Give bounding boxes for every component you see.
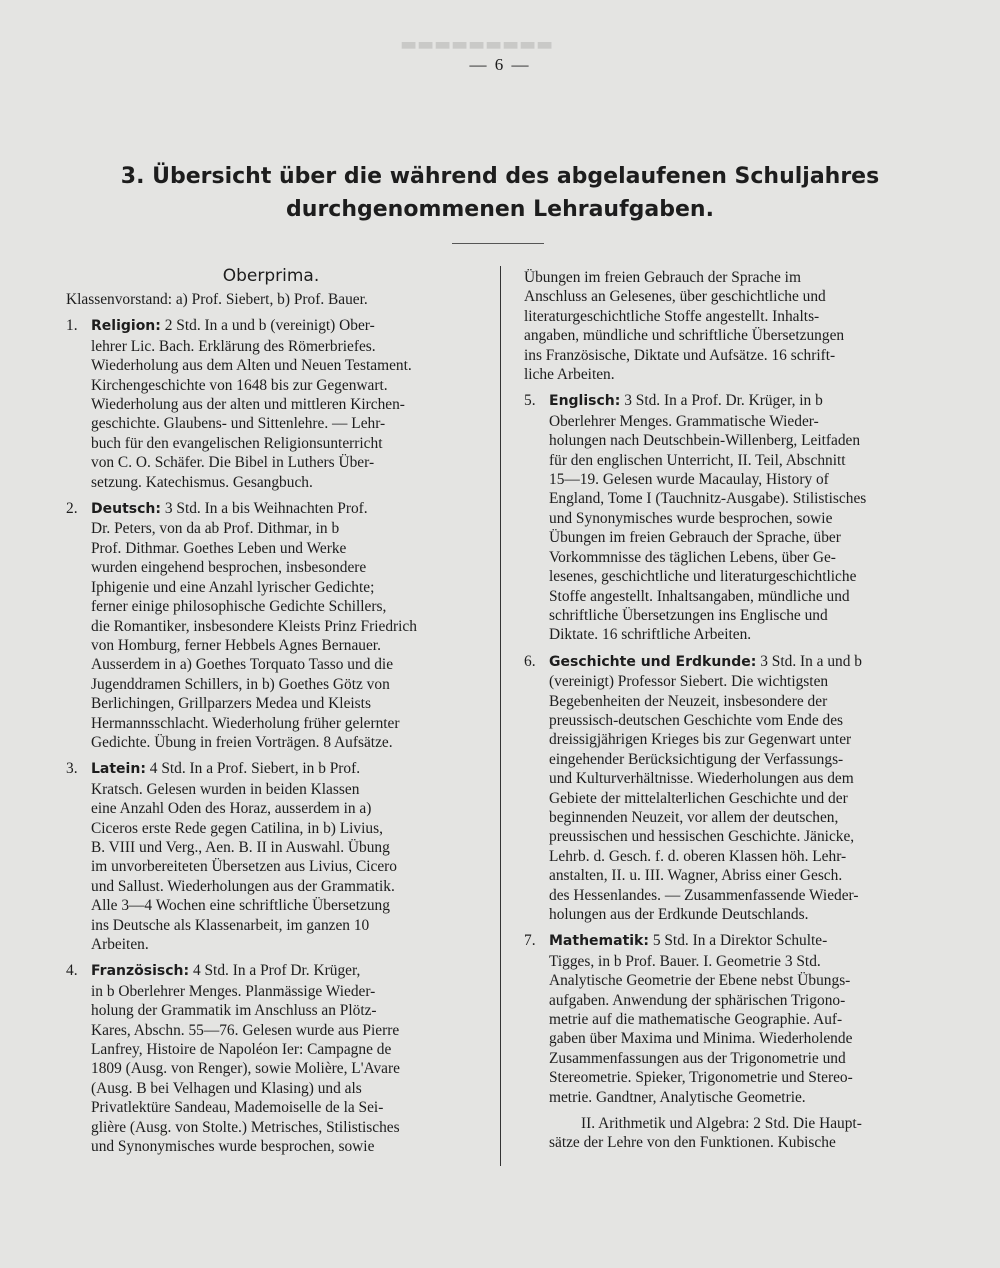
subject-label: Deutsch: <box>91 501 161 518</box>
column-divider <box>500 266 501 1166</box>
entry-line: liche Arbeiten. <box>524 366 615 384</box>
subject-entry-franzoesisch <box>66 961 476 1156</box>
entry-line: Englisch: 3 Std. In a Prof. Dr. Krüger, in b <box>549 392 823 410</box>
subject-label: Geschichte und Erdkunde: <box>549 653 757 670</box>
entry-number: 1. <box>66 317 78 335</box>
entry-line: Stereometrie. Spieker, Trigonometrie und Stereo- <box>549 1069 853 1087</box>
entry-number: 2. <box>66 500 78 518</box>
entry-line: holungen aus der Erdkunde Deutschlands. <box>549 906 809 923</box>
entry-line: anstalten, II. u. III. Wagner, Abriss einer Gesch. <box>549 867 843 885</box>
entry-line: Kares, Abschn. 55—76. Gelesen wurde aus Pierre <box>91 1021 400 1039</box>
entry-line: Diktate. 16 schriftliche Arbeiten. <box>549 626 752 644</box>
left-column <box>66 264 476 1156</box>
entry-line: preussischen und hessischen Geschichte. Jänicke, <box>549 828 855 846</box>
entry-line: und Synonymisches wurde besprochen, sowie <box>549 509 833 527</box>
entry-line: Übungen im freien Gebrauch der Sprache, über <box>549 529 841 547</box>
subject-label: Religion: <box>91 318 161 335</box>
entry-line: preussisch-deutschen Geschichte vom Ende des <box>549 711 844 729</box>
subject-entry-latein <box>66 759 476 954</box>
entry-line: Gedichte. Übung in freien Vorträgen. 8 Aufsätze. <box>91 733 393 751</box>
entry-line: eine Anzahl Oden des Horaz, ausserdem in a) <box>91 800 372 818</box>
entry-line: Tigges, in b Prof. Bauer. I. Geometrie 3 Std. <box>549 952 821 970</box>
entry-number: 6. <box>524 652 536 670</box>
subject-entry-englisch <box>524 391 926 644</box>
entry-line: Lehrb. d. Gesch. f. d. oberen Klassen höh. Lehr- <box>549 847 847 865</box>
entry-line: holung der Grammatik im Anschluss an Plötz- <box>91 1002 377 1020</box>
entry-line: in b Oberlehrer Menges. Planmässige Wieder- <box>91 982 376 1000</box>
entry-line: angaben, mündliche und schriftliche Übersetzungen <box>524 327 845 345</box>
entry-line: von Homburg, ferner Hebbels Agnes Bernauer. <box>91 636 381 654</box>
entry-line: eingehender Berücksichtigung der Verfassungs- <box>549 750 844 768</box>
section-heading: Oberprima. <box>222 266 320 286</box>
page-title <box>100 160 900 226</box>
entry-number: 7. <box>524 932 536 950</box>
entry-line: Ciceros erste Rede gegen Catilina, in b) Livius, <box>91 819 383 837</box>
entry-line: lesenes, geschichtliche und literaturgeschichtliche <box>549 568 857 586</box>
entry-line: metrie auf die mathematische Geographie. Auf- <box>549 1011 843 1029</box>
entry-line: metrie. Gandtner, Analytische Geometrie. <box>549 1088 806 1106</box>
entry-line: literaturgeschichtliche Stoffe angestellt. Inhalts- <box>524 307 820 325</box>
subject-label: Französisch: <box>91 963 190 980</box>
entry-line: ins Deutsche als Klassenarbeit, im ganzen 10 <box>91 916 370 934</box>
entry-line: Stoffe angestellt. Inhaltsangaben, mündliche und <box>549 587 850 605</box>
entry-line: Privatlektüre Sandeau, Mademoiselle de la Sei- <box>91 1099 384 1117</box>
entry-line: 1809 (Ausg. von Renger), sowie Molière, L'Avare <box>91 1060 400 1078</box>
page-number: — 6 — <box>469 55 531 74</box>
subject-label: Latein: <box>91 761 146 778</box>
class-teacher-line: Klassenvorstand: a) Prof. Siebert, b) Prof. Bauer. <box>66 291 368 308</box>
entry-line: und Synonymisches wurde besprochen, sowie <box>91 1138 375 1156</box>
entry-line: aufgaben. Anwendung der sphärischen Trigono- <box>549 991 846 1009</box>
entry-line: ins Französische, Diktate und Aufsätze. 16 schrift- <box>524 346 836 364</box>
entry-line: und Kulturverhältnisse. Wiederholungen aus dem <box>549 770 854 788</box>
entry-line: Iphigenie und eine Anzahl lyrischer Gedichte; <box>91 578 375 596</box>
entry-line: ferner einige philosophische Gedichte Schillers, <box>91 598 387 616</box>
entry-line: Geschichte und Erdkunde: 3 Std. In a und b <box>549 652 862 670</box>
entry-line: Kirchengeschichte von 1648 bis zur Gegenwart. <box>91 376 388 394</box>
entry-line: gaben über Maxima und Minima. Wiederholende <box>549 1030 853 1048</box>
subject-label: Englisch: <box>549 393 621 410</box>
subject-entry-mathematik <box>524 931 926 1107</box>
entry-line: Latein: 4 Std. In a Prof. Siebert, in b Prof. <box>91 760 361 778</box>
entry-line: Religion: 2 Std. In a und b (vereinigt) Ober- <box>91 317 375 335</box>
entry-line: des Hessenlandes. — Zusammenfassende Wieder- <box>549 886 859 904</box>
entry-number: 5. <box>524 392 536 410</box>
entry-line: B. VIII und Verg., Aen. B. II in Auswahl. Übung <box>91 838 390 856</box>
entry-line: und Sallust. Wiederholungen aus der Grammatik. <box>91 877 395 895</box>
entry-line: Zusammenfassungen aus der Trigonometrie und <box>549 1049 846 1067</box>
entry-number: 4. <box>66 962 78 980</box>
entry-line: sätze der Lehre von den Funktionen. Kubische <box>549 1134 836 1152</box>
entry-line: 15—19. Gelesen wurde Macaulay, History of <box>549 471 829 489</box>
bleed-through-shadow: ▬▬▬▬▬▬▬▬▬ <box>400 34 554 55</box>
entry-line: glière (Ausg. von Stolte.) Metrisches, Stilistisches <box>91 1118 400 1136</box>
entry-line: im unvorbereiteten Übersetzen aus Livius, Cicero <box>91 858 398 876</box>
continuation-franzoesisch <box>524 268 926 384</box>
entry-line: für den englischen Unterricht, II. Teil, Abschnitt <box>549 451 846 469</box>
title-line-1: 3. Übersicht über die während des abgelaufenen Schuljahres <box>120 164 880 189</box>
entry-line: die Romantiker, insbesondere Kleists Prinz Friedrich <box>91 617 417 635</box>
entry-line: Gebiete der mittelalterlichen Geschichte und der <box>549 789 848 807</box>
entry-line: Übungen im freien Gebrauch der Sprache im <box>524 269 801 286</box>
entry-line: Anschluss an Gelesenes, über geschichtliche und <box>524 288 826 306</box>
entry-line: Prof. Dithmar. Goethes Leben und Werke <box>91 539 347 557</box>
title-divider <box>452 243 544 244</box>
entry-line: Mathematik: 5 Std. In a Direktor Schulte- <box>549 932 828 950</box>
entry-line: Arbeiten. <box>91 936 149 953</box>
title-line-2: durchgenommenen Lehraufgaben. <box>286 197 714 222</box>
entry-line: beginnenden Neuzeit, vor allem der deutschen, <box>549 808 839 826</box>
subject-entry-deutsch <box>66 499 476 752</box>
entry-line: Alle 3—4 Wochen eine schriftliche Übersetzung <box>91 897 390 915</box>
entry-line: setzung. Katechismus. Gesangbuch. <box>91 473 313 491</box>
subject-entry-religion <box>66 316 476 492</box>
entry-line: Analytische Geometrie der Ebene nebst Übungs- <box>549 972 851 990</box>
subject-label: Mathematik: <box>549 933 649 950</box>
entry-line: Dr. Peters, von da ab Prof. Dithmar, in b <box>91 520 340 538</box>
entry-line: (vereinigt) Professor Siebert. Die wichtigsten <box>549 673 829 691</box>
right-column <box>524 268 926 1153</box>
entry-line: von C. O. Schäfer. Die Bibel in Luthers Über- <box>91 454 375 472</box>
entry-line: (Ausg. B bei Velhagen und Klasing) und als <box>91 1079 362 1097</box>
entry-line: Deutsch: 3 Std. In a bis Weihnachten Prof. <box>91 500 368 518</box>
entry-line: wurden eingehend besprochen, insbesondere <box>91 559 367 577</box>
entry-number: 3. <box>66 760 78 778</box>
entry-line: lehrer Lic. Bach. Erklärung des Römerbriefes. <box>91 337 376 355</box>
entry-line: buch für den evangelischen Religionsunterricht <box>91 434 383 452</box>
entry-line: England, Tome I (Tauchnitz-Ausgabe). Stilistisches <box>549 490 867 508</box>
entry-line: Französisch: 4 Std. In a Prof Dr. Krüger, <box>91 962 361 980</box>
entry-line: Wiederholung aus der alten und mittleren Kirchen- <box>91 396 405 414</box>
entry-line: Oberlehrer Menges. Grammatische Wieder- <box>549 412 819 430</box>
entry-line: Wiederholung aus dem Alten und Neuen Testament. <box>91 357 412 375</box>
entry-line: holungen nach Deutschbein-Willenberg, Leitfaden <box>549 432 861 450</box>
entry-line: Vorkommnisse des täglichen Lebens, über Ge- <box>549 548 836 566</box>
entry-line: dreissigjährigen Krieges bis zur Gegenwart unter <box>549 731 852 749</box>
entry-line: geschichte. Glaubens- und Sittenlehre. — Lehr- <box>91 415 386 433</box>
entry-line: II. Arithmetik und Algebra: 2 Std. Die Haupt- <box>581 1115 862 1133</box>
entry-line: Ausserdem in a) Goethes Torquato Tasso und die <box>91 656 394 674</box>
entry-line: Begebenheiten der Neuzeit, insbesondere der <box>549 692 828 710</box>
entry-line: Jugenddramen Schillers, in b) Goethes Götz von <box>91 675 390 693</box>
entry-line: Berlichingen, Grillparzers Medea und Kleists <box>91 695 371 713</box>
entry-line: Kratsch. Gelesen wurden in beiden Klassen <box>91 780 360 798</box>
entry-line: Lanfrey, Histoire de Napoléon Ier: Campagne de <box>91 1041 392 1059</box>
entry-line: schriftliche Übersetzungen ins Englische und <box>549 606 828 624</box>
mathematik-arithmetik-paragraph <box>524 1114 926 1153</box>
entry-line: Hermannsschlacht. Wiederholung früher gelernter <box>91 714 400 732</box>
subject-entry-geschichte <box>524 652 926 925</box>
